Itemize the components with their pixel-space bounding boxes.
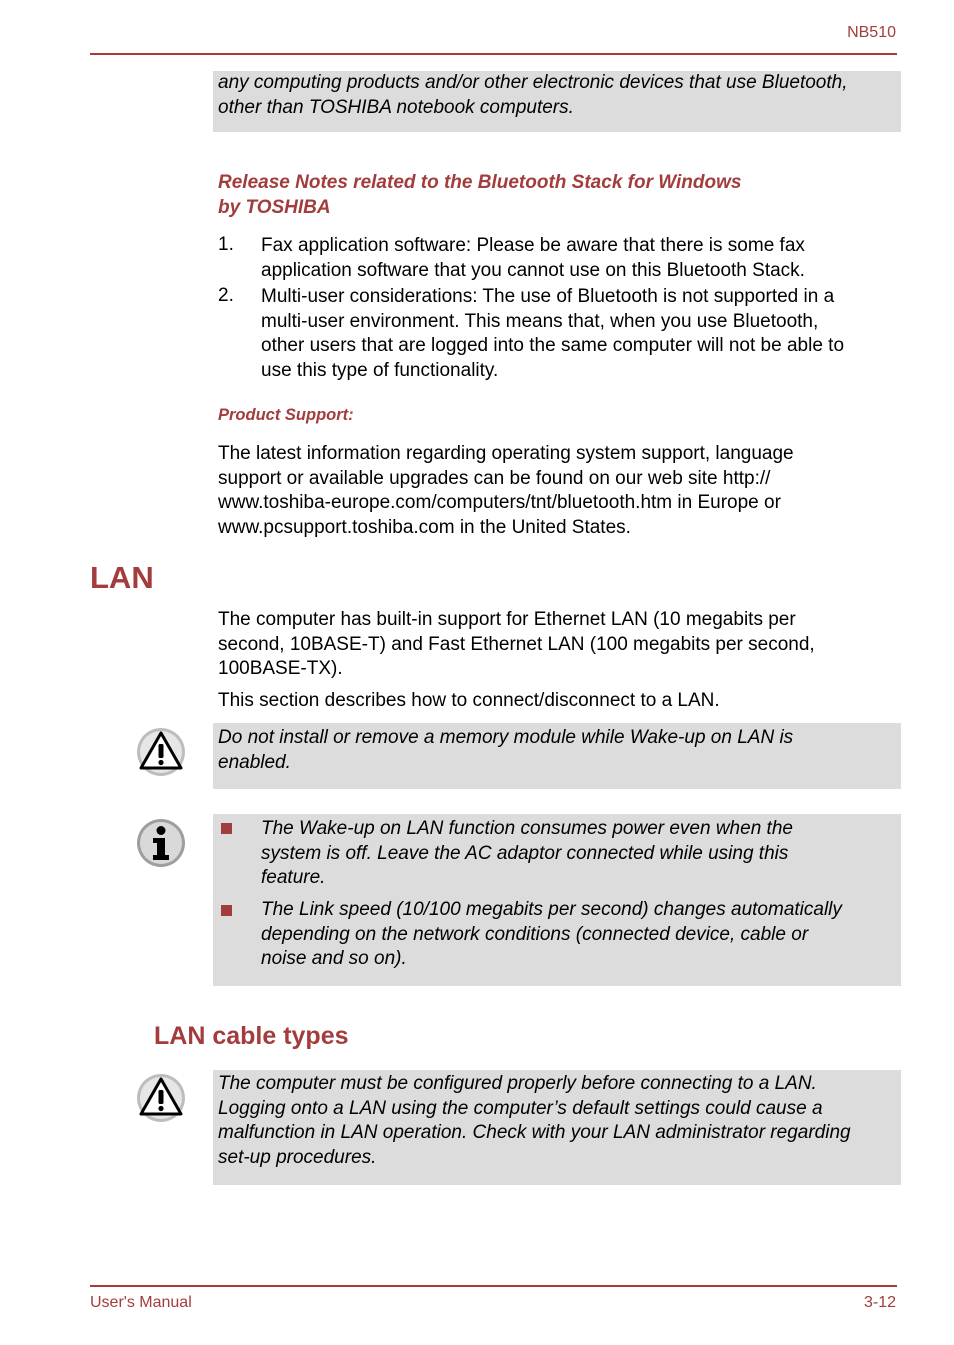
footer-manual-label: User's Manual	[90, 1294, 192, 1311]
lan-intro-line: The computer has built-in support for Ethernet LAN (10 megabits per	[218, 609, 796, 630]
info-icon	[136, 818, 186, 868]
lan-section-line: This section describes how to connect/disconnect to a LAN.	[218, 690, 720, 711]
release-notes-heading-line: by TOSHIBA	[218, 197, 331, 218]
product-support-line: The latest information regarding operating system support, language	[218, 443, 794, 464]
product-support-line: support or available upgrades can be found on our web site http://	[218, 467, 771, 489]
top-note-line: any computing products and/or other electronic devices that use Bluetooth,	[218, 72, 848, 93]
info-bullet-line: depending on the network conditions (connected device, cable or	[261, 923, 809, 945]
top-note-line: other than TOSHIBA notebook computers.	[218, 96, 574, 118]
release-notes-heading-line: Release Notes related to the Bluetooth Stack for Windows	[218, 172, 742, 193]
list-item-line: Fax application software: Please be aware that there is some fax	[261, 235, 805, 256]
lan-cable-caution-box	[213, 1070, 901, 1185]
lan-cable-caution-text	[218, 1072, 895, 1170]
lan-caution-line: enabled.	[218, 751, 291, 773]
info-bullet-line: The Wake-up on LAN function consumes power even when the	[261, 818, 793, 839]
info-bullet-text	[261, 817, 891, 891]
list-item-line: use this type of functionality.	[261, 359, 499, 381]
product-support-line: www.pcsupport.toshiba.com in the United States.	[218, 516, 631, 538]
list-item-line: Multi-user considerations: The use of Bluetooth is not supported in a	[261, 286, 835, 307]
lan-cable-caution-line: The computer must be configured properly before connecting to a LAN.	[218, 1073, 817, 1094]
product-support-text	[218, 442, 898, 540]
list-item-line: other users that are logged into the same computer will not be able to	[261, 335, 845, 356]
info-bullet-text	[261, 898, 891, 972]
release-notes-heading	[218, 170, 888, 220]
footer-page-number: 3-12	[863, 1294, 896, 1311]
warning-triangle-icon	[136, 1073, 186, 1123]
top-note-box	[213, 71, 901, 132]
product-support-heading: Product Support:	[218, 406, 354, 424]
lan-cable-caution-line: Logging onto a LAN using the computer’s default settings could cause a	[218, 1097, 823, 1119]
info-bullet-line: The Link speed (10/100 megabits per second) changes automatically	[261, 899, 842, 920]
list-item-line: multi-user environment. This means that, when you use Bluetooth,	[261, 310, 819, 332]
bullet-square	[221, 905, 232, 916]
lan-intro-line: second, 10BASE-T) and Fast Ethernet LAN (100 megabits per second,	[218, 633, 815, 655]
list-item-line: application software that you cannot use on this Bluetooth Stack.	[261, 259, 805, 281]
lan-info-box	[213, 814, 901, 986]
footer-rule	[90, 1285, 897, 1287]
lan-cable-caution-line: malfunction in LAN operation. Check with your LAN administrator regarding	[218, 1122, 851, 1143]
product-support-line: www.toshiba-europe.com/computers/tnt/bluetooth.htm in Europe or	[218, 492, 781, 513]
info-bullet-line: noise and so on).	[261, 948, 407, 969]
list-item-text	[261, 285, 891, 383]
lan-caution-box	[213, 723, 901, 789]
lan-intro	[218, 608, 898, 682]
lan-intro-line: 100BASE-TX).	[218, 658, 343, 679]
info-bullet-line: system is off. Leave the AC adaptor connected while using this	[261, 842, 789, 864]
lan-caution-line: Do not install or remove a memory module while Wake-up on LAN is	[218, 727, 794, 748]
info-bullet-line: feature.	[261, 867, 326, 888]
list-number: 2.	[218, 285, 234, 306]
list-number: 1.	[218, 234, 234, 255]
lan-cable-types-title: LAN cable types	[154, 1022, 349, 1050]
lan-caution-text	[218, 726, 895, 775]
lan-cable-caution-line: set-up procedures.	[218, 1146, 377, 1168]
header-rule	[90, 53, 897, 55]
header-model: NB510	[847, 24, 896, 41]
list-item-text	[261, 234, 891, 283]
warning-triangle-icon	[136, 727, 186, 777]
top-note-text	[218, 71, 895, 120]
lan-title: LAN	[90, 560, 154, 595]
bullet-square	[221, 823, 232, 834]
